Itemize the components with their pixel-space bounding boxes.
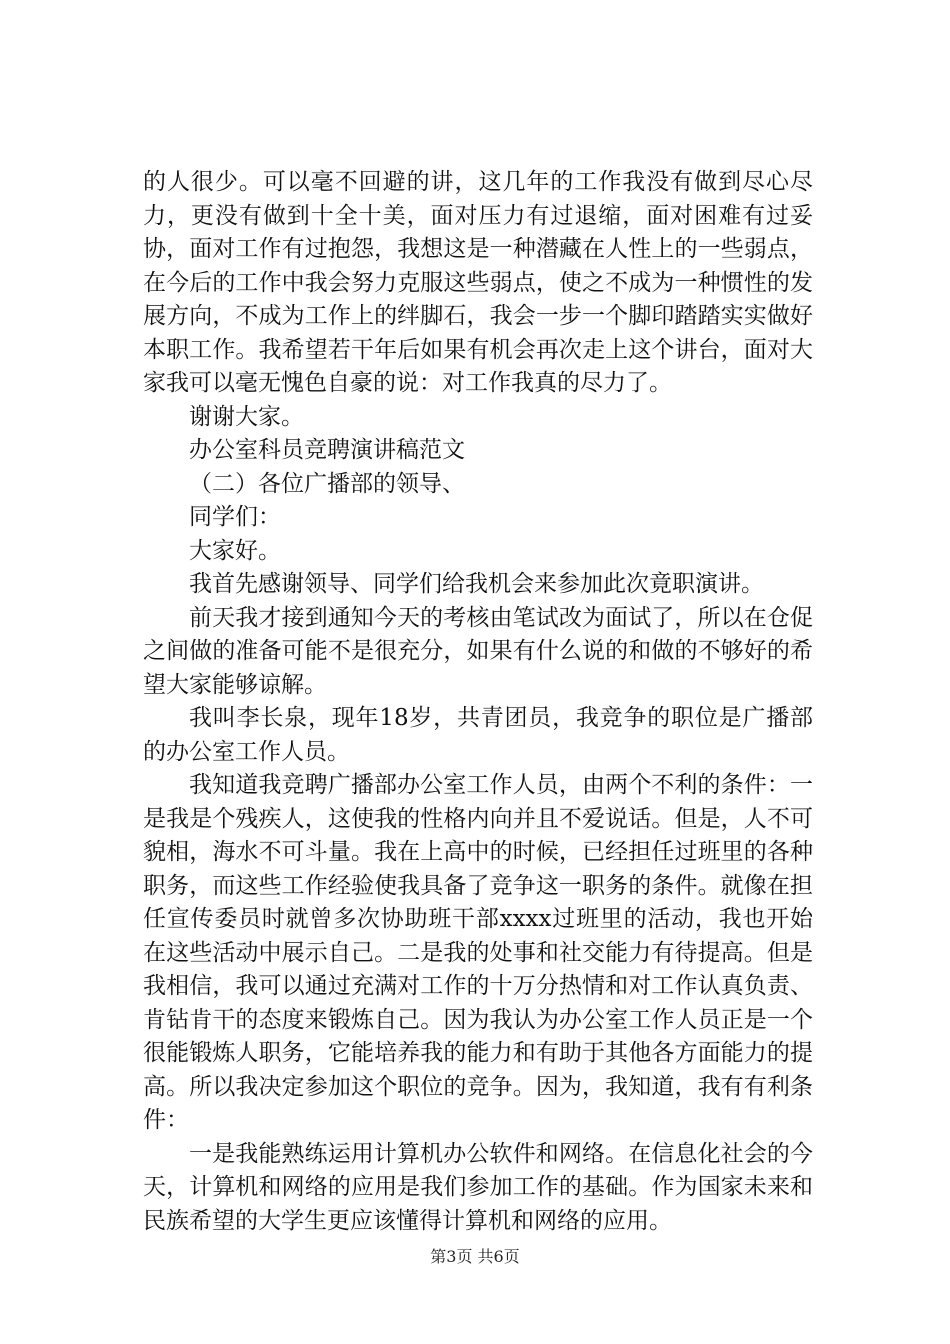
page-footer (0, 1244, 950, 1267)
section-title: 办公室科员竞聘演讲稿范文 (189, 437, 465, 463)
paragraph-thanks: 谢谢大家。 (189, 403, 304, 430)
paragraph-gratitude: 我首先感谢领导、同学们给我机会来参加此次竟职演讲。 (189, 571, 764, 597)
page-number: 第3页 共6页 (430, 1247, 520, 1266)
document-body (143, 166, 813, 1238)
paragraph-conditions: 我知道我竞聘广播部办公室工作人员，由两个不利的条件：一是我是个残疾人，这使我的性格内向并且不爱说话。但是，人不可貌相，海水不可斗量。我在上高中的时候，已经担任过班里的各种职务，而这些工作经验使我具备了竞争这一职务的条件。就像在担任宣传委员时就曾多次协助班干部xxxx过班里的活动，我也开始在这些活动中展示自己。二是我的处事和社交能力有待提高。但是我相信，我可以通过充满对工作的十万分热情和对工作认真负责、肯钻肯干的态度来锻炼自己。因为我认为办公室工作人员正是一个很能锻炼人职务，它能培养我的能力和有助于其他各方面能力的提高。所以我决定参加这个职位的竞争。因为，我知道，我有有利条件： (143, 772, 813, 1133)
paragraph-salutation-students: 同学们： (189, 504, 281, 530)
paragraph-notice: 前天我才接到通知今天的考核由笔试改为面试了，所以在仓促之间做的准备可能不是很充分，如果有什么说的和做的不够好的希望大家能够谅解。 (143, 604, 813, 698)
paragraph-greeting: 大家好。 (189, 537, 281, 564)
paragraph-continuation: 的人很少。可以毫不回避的讲，这几年的工作我没有做到尽心尽力，更没有做到十全十美，面对压力有过退缩，面对困难有过妥协，面对工作有过抱怨，我想这是一种潜藏在人性上的一些弱点，在今后的工作中我会努力克服这些弱点，使之不成为一种惯性的发展方向，不成为工作上的绊脚石，我会一步一个脚印踏踏实实做好本职工作。我希望若干年后如果有机会再次走上这个讲台，面对大家我可以毫无愧色自豪的说：对工作我真的尽力了。 (143, 169, 813, 396)
paragraph-computer-skills: 一是我能熟练运用计算机办公软件和网络。在信息化社会的今天，计算机和网络的应用是我们参加工作的基础。作为国家未来和民族希望的大学生更应该懂得计算机和网络的应用。 (143, 1140, 813, 1234)
paragraph-introduction: 我叫李长泉，现年18岁，共青团员，我竞争的职位是广播部的办公室工作人员。 (143, 705, 813, 765)
paragraph-salutation: （二）各位广播部的领导、 (189, 470, 465, 497)
